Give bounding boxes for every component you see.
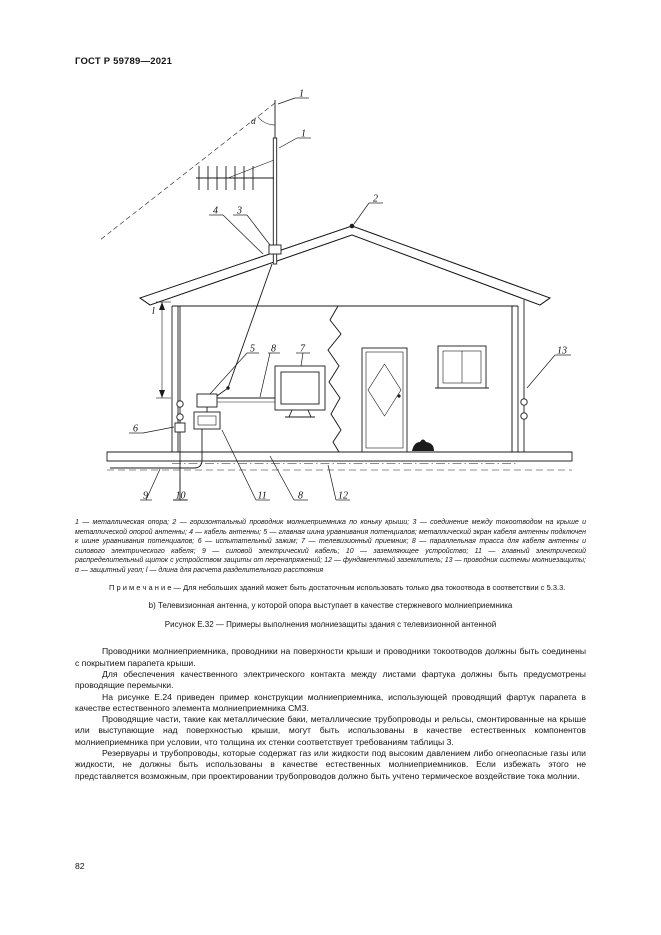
svg-text:3: 3 [237,205,242,217]
callout-6 [129,424,174,435]
callout-12 [328,465,350,502]
figure-caption: Рисунок Е.32 — Примеры выполнения молниезащиты здания с телевизионной антенной [164,620,497,630]
l-label: l [152,306,155,317]
page-header: ГОСТ Р 59789—2021 [75,56,173,67]
mast-roof-clamp [269,245,281,254]
right-down-conductor [521,300,527,452]
svg-text:1: 1 [301,128,306,140]
svg-text:10: 10 [175,490,186,502]
paragraph-1: Проводники молниеприемника, проводники на поверхности крыши и проводники токоотводов должны быть соединены с покрытием парапета крыши. [75,646,586,668]
callout-10 [174,478,188,502]
paragraph-4: Проводящие части, такие как металлические баки, металлические трубопроводы и рельсы, смонтированные на крыше или выступающие над поверхностью крыши, могут быть использованы в качестве естественных компонентов молниеприемника при условии, что толщина их стенки соответствует требованиям таблицы 3. [75,714,586,747]
tv-set [275,366,325,417]
svg-text:12: 12 [338,490,348,502]
alpha-label: α [251,116,256,126]
separation-dimension [152,302,171,398]
cable-route [217,398,275,402]
power-cable [110,429,202,468]
svg-text:5: 5 [250,343,255,355]
svg-text:7: 7 [300,343,305,355]
ridge-terminal-dot [350,224,355,229]
cat-figure [412,440,434,452]
svg-text:6: 6 [133,423,138,435]
bonding-bar [197,394,217,407]
svg-text:2: 2 [373,193,378,205]
callout-9 [140,469,160,502]
svg-text:8: 8 [298,490,303,502]
antenna-cable [217,264,272,396]
roof [140,226,550,305]
svg-text:13: 13 [557,345,567,357]
alpha-arc [251,116,275,126]
page-number: 82 [75,861,85,871]
callout-2 [354,194,383,225]
callout-3 [233,206,270,246]
distribution-board [194,407,220,429]
body-text [75,646,586,782]
test-clamp [175,423,185,432]
callout-4 [209,206,263,255]
svg-text:11: 11 [257,490,267,502]
svg-text:1: 1 [299,88,304,100]
paragraph-2: Для обеспечения качественного электрического контакта между листами фартука должны быть предусмотрены проводящие перемычки. [75,668,586,691]
ground-surface [107,452,572,461]
svg-text:8: 8 [271,343,276,355]
figure-legend: 1 — металлическая опора; 2 — горизонтальный проводник молниеприемника по коньку крыши; 3 — соединение между токоотводом на крыше и металлической опорой антенны; 4 — кабель антенны; 5 — главная шина уравнивания потенциалов; металлический экран кабеля антенны подключен к шине уравнивания потенциалов; 6 — испытательный зажим; 7 — телевизионный приемник; 8 — параллельная трасса для кабеля антенны и силового электрического кабеля; 9 — силовой электрический кабель; 10 — заземляющее устройство; 11 — главный электрический распределительный щиток с устройством защиты от перенапряжений; 12 — фундаментный заземлитель; 13 — проводник системы молниезащиты; α — защитный угол; l — длина для расчета разделительного расстояния [75,519,586,574]
yagi-antenna [196,160,274,190]
protection-angle-line [100,103,275,240]
callout-8b [270,456,308,502]
window [435,346,489,388]
callout-7 [296,344,310,367]
left-down-conductor [173,306,187,500]
callout-13 [527,346,571,389]
svg-text:4: 4 [213,205,218,217]
subfigure-label: b) Телевизионная антенна, у которой опора выступает в качестве стержневого молниеприемника [148,601,513,611]
callout-11 [222,430,270,502]
figure-note: П р и м е ч а н и е — Для небольших зданий может быть достаточным использовать только два токоотвода в соответствии с 5.3.3. [109,582,566,592]
svg-text:9: 9 [143,490,148,502]
callout-1a [278,89,309,105]
entrance-door [362,348,407,452]
paragraph-5: Резервуары и трубопроводы, которые содержат газ или жидкости под высоким давлением либо огнеопасные газы или жидкости, не должны быть использованы в качестве естественных молниеприемников. Если избежать этого не представляется возможным, при проектировании трубопроводов должно быть учтено термическое воздействие тока молнии. [75,748,586,781]
paragraph-3: На рисунке Е.24 приведен пример конструкции молниеприемника, использующей проводящий фартук парапета в качестве естественного элемента молниеприемника СМЗ. [75,691,586,713]
callout-1b [279,129,311,149]
figure-e32-diagram [70,88,590,516]
